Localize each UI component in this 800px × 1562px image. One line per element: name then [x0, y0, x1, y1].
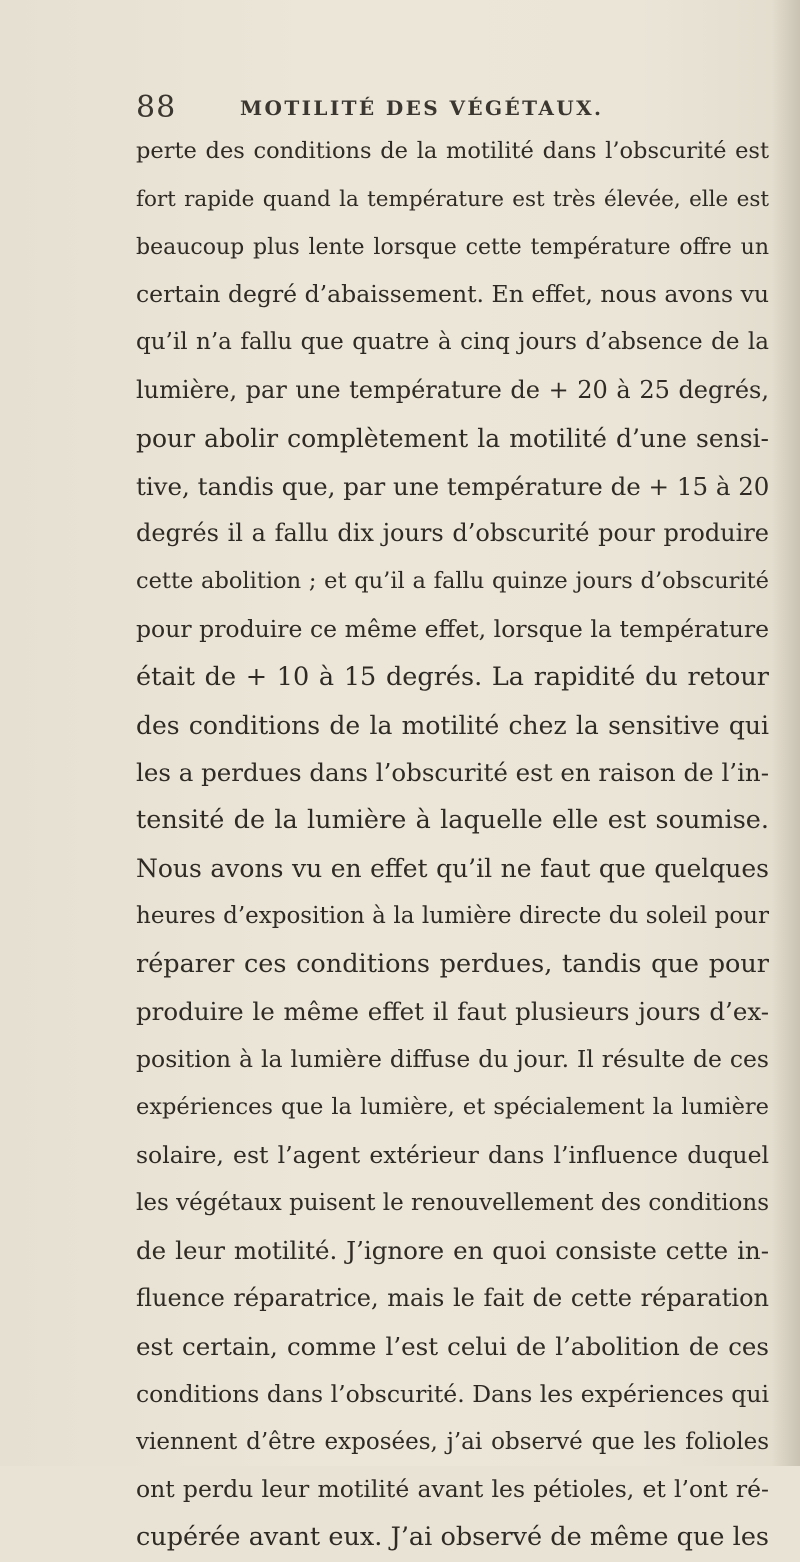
text-line: tensité de la lumière à laquelle elle est soumise.: [136, 805, 769, 836]
text-line: cette abolition ; et qu’il a fallu quinze jours d’obscurité: [136, 568, 769, 595]
text-line: fluence réparatrice, mais le fait de cette réparation: [136, 1284, 769, 1313]
text-line: lumière, par une température de + 20 à 25 degrés,: [136, 375, 769, 404]
text-line: expériences que la lumière, et spécialement la lumière: [136, 1093, 769, 1120]
text-line: des conditions de la motilité chez la sensitive qui: [136, 710, 769, 740]
text-line: est certain, comme l’est celui de l’abolition de ces: [136, 1331, 769, 1361]
text-line: réparer ces conditions perdues, tandis que pour: [136, 948, 769, 979]
text-line: pour produire ce même effet, lorsque la température: [136, 614, 769, 643]
text-line: les végétaux puisent le renouvellement des conditions: [136, 1189, 769, 1216]
text-line: ont perdu leur motilité avant les pétioles, et l’ont ré-: [136, 1475, 769, 1504]
text-line: produire le même effet il faut plusieurs jours d’ex-: [136, 997, 769, 1027]
text-line: fort rapide quand la température est très élevée, elle est: [136, 186, 769, 212]
text-line: de leur motilité. J’ignore en quoi consiste cette in-: [136, 1236, 769, 1266]
page-number: 88: [136, 90, 177, 125]
text-line: degrés il a fallu dix jours d’obscurité pour produire: [136, 519, 769, 548]
text-line: heures d’exposition à la lumière directe du soleil pour: [136, 902, 769, 929]
text-line: certain degré d’abaissement. En effet, nous avons vu: [136, 280, 769, 309]
page-edge-shadow: [772, 0, 800, 1466]
body-paragraph: [136, 128, 769, 1562]
text-line: les a perdues dans l’obscurité est en raison de l’in-: [136, 758, 769, 788]
text-line: beaucoup plus lente lorsque cette température offre un: [136, 234, 769, 260]
page-header: [136, 90, 756, 130]
text-line: Nous avons vu en effet qu’il ne faut que quelques: [136, 853, 769, 883]
text-line: qu’il n’a fallu que quatre à cinq jours d’absence de la: [136, 329, 769, 356]
text-line: perte des conditions de la motilité dans l’obscurité est: [136, 138, 769, 164]
text-line: viennent d’être exposées, j’ai observé que les folioles: [136, 1428, 769, 1455]
text-line: tive, tandis que, par une température de + 15 à 20: [136, 471, 769, 501]
text-line: conditions dans l’obscurité. Dans les expériences qui: [136, 1379, 769, 1408]
text-line: position à la lumière diffuse du jour. Il résulte de ces: [136, 1045, 769, 1074]
text-line: cupérée avant eux. J’ai observé de même que les: [136, 1522, 769, 1553]
text-line: pour abolir complètement la motilité d’une sensi-: [136, 423, 769, 453]
text-line: était de + 10 à 15 degrés. La rapidité du retour: [136, 661, 769, 692]
text-line: solaire, est l’agent extérieur dans l’influence duquel: [136, 1140, 769, 1169]
running-title: MOTILITÉ DES VÉGÉTAUX.: [240, 96, 604, 120]
